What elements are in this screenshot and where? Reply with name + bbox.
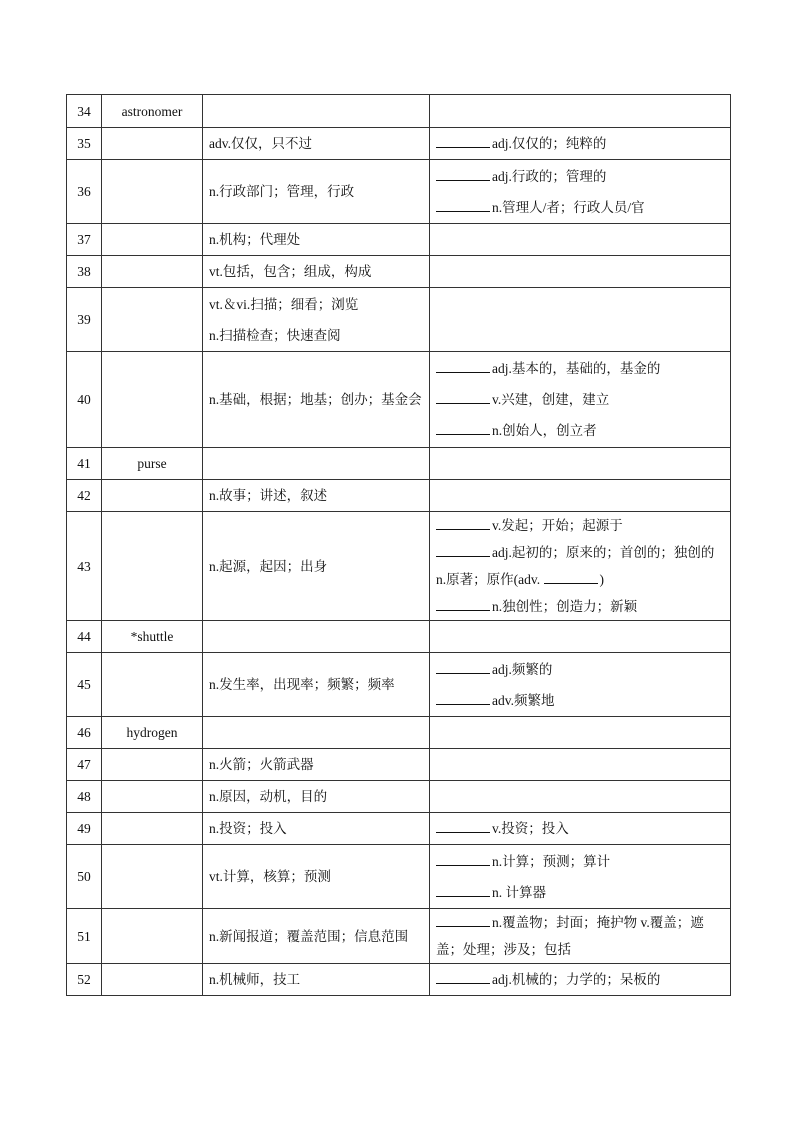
derived-line bbox=[436, 593, 724, 620]
chinese-meaning bbox=[203, 781, 430, 813]
row-number: 36 bbox=[67, 160, 102, 224]
derived-forms bbox=[430, 512, 731, 621]
derived-line bbox=[436, 415, 724, 446]
row-number: 52 bbox=[67, 964, 102, 996]
derived-forms bbox=[430, 781, 731, 813]
derived-line bbox=[436, 384, 724, 415]
chinese-meaning bbox=[203, 845, 430, 909]
chinese-meaning bbox=[203, 224, 430, 256]
fill-blank[interactable] bbox=[436, 821, 490, 833]
meaning-line: n.基础，根据；地基；创办；基金会 bbox=[209, 392, 422, 407]
english-word bbox=[102, 160, 203, 224]
derived-forms bbox=[430, 621, 731, 653]
chinese-meaning bbox=[203, 964, 430, 996]
english-word: hydrogen bbox=[102, 717, 203, 749]
english-word: astronomer bbox=[102, 95, 203, 128]
row-number: 39 bbox=[67, 288, 102, 352]
fill-blank[interactable] bbox=[436, 423, 490, 435]
derived-forms bbox=[430, 95, 731, 128]
row-number: 49 bbox=[67, 813, 102, 845]
derived-text: adv.频繁地 bbox=[492, 692, 555, 708]
table-row bbox=[67, 352, 731, 448]
derived-line bbox=[436, 353, 724, 384]
meaning-line: n.扫描检查；快速查阅 bbox=[209, 327, 341, 343]
derived-forms bbox=[430, 352, 731, 448]
row-number: 38 bbox=[67, 256, 102, 288]
derived-forms bbox=[430, 909, 731, 964]
derived-forms bbox=[430, 224, 731, 256]
row-number: 51 bbox=[67, 909, 102, 964]
fill-blank[interactable] bbox=[436, 885, 490, 897]
meaning-line: n.机构；代理处 bbox=[209, 232, 301, 247]
row-number: 35 bbox=[67, 128, 102, 160]
derived-forms bbox=[430, 288, 731, 352]
chinese-meaning bbox=[203, 95, 430, 128]
derived-forms bbox=[430, 813, 731, 845]
meaning-line: n.发生率，出现率；频繁；频率 bbox=[209, 677, 395, 692]
fill-blank[interactable] bbox=[436, 361, 490, 373]
table-row bbox=[67, 717, 731, 749]
table-row bbox=[67, 160, 731, 224]
meaning-line: vt.＆vi.扫描；细看；浏览 bbox=[209, 296, 359, 312]
vocabulary-table bbox=[66, 94, 731, 996]
chinese-meaning bbox=[203, 256, 430, 288]
derived-line bbox=[436, 512, 724, 539]
derived-line bbox=[436, 192, 724, 223]
derived-line bbox=[436, 128, 724, 159]
table-row bbox=[67, 128, 731, 160]
derived-text: n. 计算器 bbox=[492, 884, 546, 900]
fill-blank[interactable] bbox=[436, 392, 490, 404]
chinese-meaning bbox=[203, 909, 430, 964]
fill-blank[interactable] bbox=[436, 854, 490, 866]
table-row bbox=[67, 909, 731, 964]
row-number: 34 bbox=[67, 95, 102, 128]
derived-text: n.覆盖物；封面；掩护物 v.覆盖；遮盖；处理；涉及；包括 bbox=[436, 915, 704, 957]
table-row bbox=[67, 512, 731, 621]
row-number: 40 bbox=[67, 352, 102, 448]
table-row bbox=[67, 781, 731, 813]
derived-forms bbox=[430, 256, 731, 288]
table-row bbox=[67, 845, 731, 909]
row-number: 47 bbox=[67, 749, 102, 781]
chinese-meaning bbox=[203, 813, 430, 845]
fill-blank[interactable] bbox=[436, 518, 490, 530]
fill-blank[interactable] bbox=[544, 572, 598, 584]
fill-blank[interactable] bbox=[436, 693, 490, 705]
meaning-line: n.火箭；火箭武器 bbox=[209, 757, 314, 772]
derived-forms bbox=[430, 964, 731, 996]
derived-text: adj.机械的；力学的；呆板的 bbox=[492, 972, 661, 987]
meaning-line: n.故事；讲述，叙述 bbox=[209, 488, 328, 503]
derived-forms bbox=[430, 480, 731, 512]
chinese-meaning bbox=[203, 653, 430, 717]
chinese-meaning bbox=[203, 717, 430, 749]
derived-forms bbox=[430, 845, 731, 909]
derived-line bbox=[436, 915, 704, 957]
meaning-line: vt.包括，包含；组成，构成 bbox=[209, 264, 372, 279]
row-number: 37 bbox=[67, 224, 102, 256]
table-row bbox=[67, 964, 731, 996]
derived-line bbox=[436, 539, 724, 566]
fill-blank[interactable] bbox=[436, 972, 490, 984]
row-number: 48 bbox=[67, 781, 102, 813]
english-word bbox=[102, 964, 203, 996]
derived-text: adj.仅仅的；纯粹的 bbox=[492, 136, 607, 151]
derived-text: n.创始人，创立者 bbox=[492, 423, 597, 438]
english-word: *shuttle bbox=[102, 621, 203, 653]
english-word bbox=[102, 845, 203, 909]
derived-text: n.独创性；创造力；新颖 bbox=[492, 599, 638, 614]
row-number: 43 bbox=[67, 512, 102, 621]
row-number: 45 bbox=[67, 653, 102, 717]
english-word bbox=[102, 512, 203, 621]
derived-text: n.管理人/者；行政人员/官 bbox=[492, 199, 645, 215]
derived-line bbox=[436, 877, 724, 908]
english-word bbox=[102, 653, 203, 717]
derived-forms bbox=[430, 128, 731, 160]
derived-line bbox=[436, 566, 724, 593]
row-number: 41 bbox=[67, 448, 102, 480]
derived-forms bbox=[430, 749, 731, 781]
derived-line bbox=[436, 161, 724, 192]
close-paren: ) bbox=[599, 572, 604, 587]
chinese-meaning bbox=[203, 512, 430, 621]
english-word bbox=[102, 288, 203, 352]
table-row bbox=[67, 621, 731, 653]
table-row bbox=[67, 448, 731, 480]
english-word bbox=[102, 224, 203, 256]
table-row bbox=[67, 256, 731, 288]
english-word bbox=[102, 909, 203, 964]
derived-forms bbox=[430, 717, 731, 749]
chinese-meaning bbox=[203, 128, 430, 160]
fill-blank[interactable] bbox=[436, 915, 490, 927]
table-row bbox=[67, 813, 731, 845]
derived-forms bbox=[430, 653, 731, 717]
english-word bbox=[102, 781, 203, 813]
derived-text: adj.行政的；管理的 bbox=[492, 168, 607, 184]
row-number: 46 bbox=[67, 717, 102, 749]
derived-forms bbox=[430, 448, 731, 480]
chinese-meaning bbox=[203, 448, 430, 480]
derived-text: v.发起；开始；起源于 bbox=[492, 518, 623, 533]
derived-line bbox=[436, 813, 724, 844]
fill-blank[interactable] bbox=[436, 662, 490, 674]
english-word: purse bbox=[102, 448, 203, 480]
derived-text: v.兴建，创建，建立 bbox=[492, 392, 610, 407]
table-row bbox=[67, 95, 731, 128]
meaning-line: n.机械师，技工 bbox=[209, 972, 301, 987]
fill-blank[interactable] bbox=[436, 599, 490, 611]
english-word bbox=[102, 480, 203, 512]
chinese-meaning bbox=[203, 352, 430, 448]
row-number: 50 bbox=[67, 845, 102, 909]
meaning-line: n.原因，动机，目的 bbox=[209, 789, 328, 804]
derived-text: n.原著；原作(adv. bbox=[436, 572, 544, 587]
meaning-line: n.投资；投入 bbox=[209, 821, 287, 836]
row-number: 42 bbox=[67, 480, 102, 512]
row-number: 44 bbox=[67, 621, 102, 653]
meaning-line: adv.仅仅，只不过 bbox=[209, 136, 312, 151]
table-row bbox=[67, 288, 731, 352]
derived-text: v.投资；投入 bbox=[492, 821, 569, 836]
derived-text: adj.起初的；原来的；首创的；独创的 bbox=[492, 545, 715, 560]
derived-text: adj.基本的，基础的，基金的 bbox=[492, 361, 661, 376]
fill-blank[interactable] bbox=[436, 169, 490, 181]
meaning-line: n.起源，起因；出身 bbox=[209, 558, 328, 574]
english-word bbox=[102, 256, 203, 288]
table-row bbox=[67, 224, 731, 256]
fill-blank[interactable] bbox=[436, 545, 490, 557]
derived-text: n.计算；预测；算计 bbox=[492, 853, 611, 869]
fill-blank[interactable] bbox=[436, 200, 490, 212]
meaning-line: n.行政部门；管理，行政 bbox=[209, 184, 355, 199]
english-word bbox=[102, 352, 203, 448]
meaning-line: vt.计算，核算；预测 bbox=[209, 869, 331, 884]
derived-text: adj.频繁的 bbox=[492, 661, 553, 677]
english-word bbox=[102, 749, 203, 781]
table-row bbox=[67, 653, 731, 717]
derived-line bbox=[436, 846, 724, 877]
table-row bbox=[67, 749, 731, 781]
derived-forms bbox=[430, 160, 731, 224]
chinese-meaning bbox=[203, 288, 430, 352]
english-word bbox=[102, 128, 203, 160]
chinese-meaning bbox=[203, 160, 430, 224]
meaning-line: n.新闻报道；覆盖范围；信息范围 bbox=[209, 928, 409, 944]
table-row bbox=[67, 480, 731, 512]
derived-line bbox=[436, 685, 724, 716]
chinese-meaning bbox=[203, 749, 430, 781]
fill-blank[interactable] bbox=[436, 136, 490, 148]
derived-line bbox=[436, 654, 724, 685]
chinese-meaning bbox=[203, 621, 430, 653]
english-word bbox=[102, 813, 203, 845]
chinese-meaning bbox=[203, 480, 430, 512]
derived-line bbox=[436, 964, 724, 995]
